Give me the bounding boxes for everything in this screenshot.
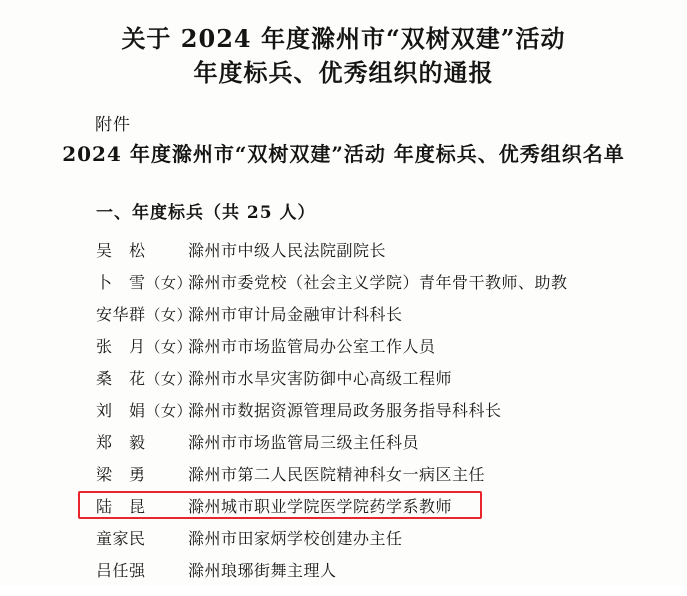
honoree-title: 滁州市第二人民医院精神科女一病区主任 xyxy=(188,464,486,484)
honoree-title: 滁州琅琊街舞主理人 xyxy=(188,560,337,580)
honoree-list xyxy=(0,223,687,585)
honoree-name: 梁 勇 xyxy=(96,464,146,484)
document-subtitle xyxy=(0,135,687,170)
honoree-name: 童家民 xyxy=(96,528,146,548)
honoree-title: 滁州城市职业学院医学院药学系教师 xyxy=(188,496,453,516)
honoree-name: 刘 娟（女） xyxy=(96,400,193,420)
document-subtitle-line1: 2024 年度滁州市“双树双建”活动 xyxy=(62,142,386,166)
page-bottom-edge xyxy=(0,586,687,596)
honoree-title: 滁州市水旱灾害防御中心高级工程师 xyxy=(188,368,453,388)
honoree-name: 桑 花（女） xyxy=(96,368,193,388)
document-title-line2: 年度标兵、优秀组织的通报 xyxy=(193,58,494,87)
list-item xyxy=(0,393,687,425)
honoree-name: 张 月（女） xyxy=(96,336,193,356)
honoree-title: 滁州市市场监管局三级主任科员 xyxy=(188,432,420,452)
honoree-name: 安华群（女） xyxy=(96,304,193,324)
honoree-name: 郑 毅 xyxy=(96,432,146,452)
section-heading: 一、年度标兵（共 25 人） xyxy=(96,203,316,223)
honoree-title: 滁州市市场监管局办公室工作人员 xyxy=(188,336,436,356)
list-item xyxy=(0,361,687,393)
honoree-title: 滁州市田家炳学校创建办主任 xyxy=(188,528,403,548)
list-item xyxy=(0,233,687,265)
honoree-name: 卜 雪（女） xyxy=(96,272,193,292)
document-title-line1: 关于 2024 年度滁州市“双树双建”活动 xyxy=(121,24,566,53)
honoree-name: 陆 昆 xyxy=(96,496,146,516)
list-item xyxy=(0,553,687,585)
honoree-name: 吴 松 xyxy=(96,240,146,260)
document-title xyxy=(0,0,687,90)
list-item xyxy=(0,329,687,361)
honoree-title: 滁州市数据资源管理局政务服务指导科科长 xyxy=(188,400,502,420)
document-subtitle-line2: 年度标兵、优秀组织名单 xyxy=(393,142,625,166)
honoree-title: 滁州市委党校（社会主义学院）青年骨干教师、助教 xyxy=(188,272,568,292)
list-item-highlighted xyxy=(0,489,687,521)
list-item xyxy=(0,521,687,553)
honoree-title: 滁州市中级人民法院副院长 xyxy=(188,240,387,260)
honoree-title: 滁州市审计局金融审计科科长 xyxy=(188,304,403,324)
honoree-name: 吕任强 xyxy=(96,560,146,580)
list-item xyxy=(0,297,687,329)
list-item xyxy=(0,425,687,457)
list-item xyxy=(0,265,687,297)
list-item xyxy=(0,457,687,489)
attachment-label: 附件 xyxy=(95,115,131,135)
